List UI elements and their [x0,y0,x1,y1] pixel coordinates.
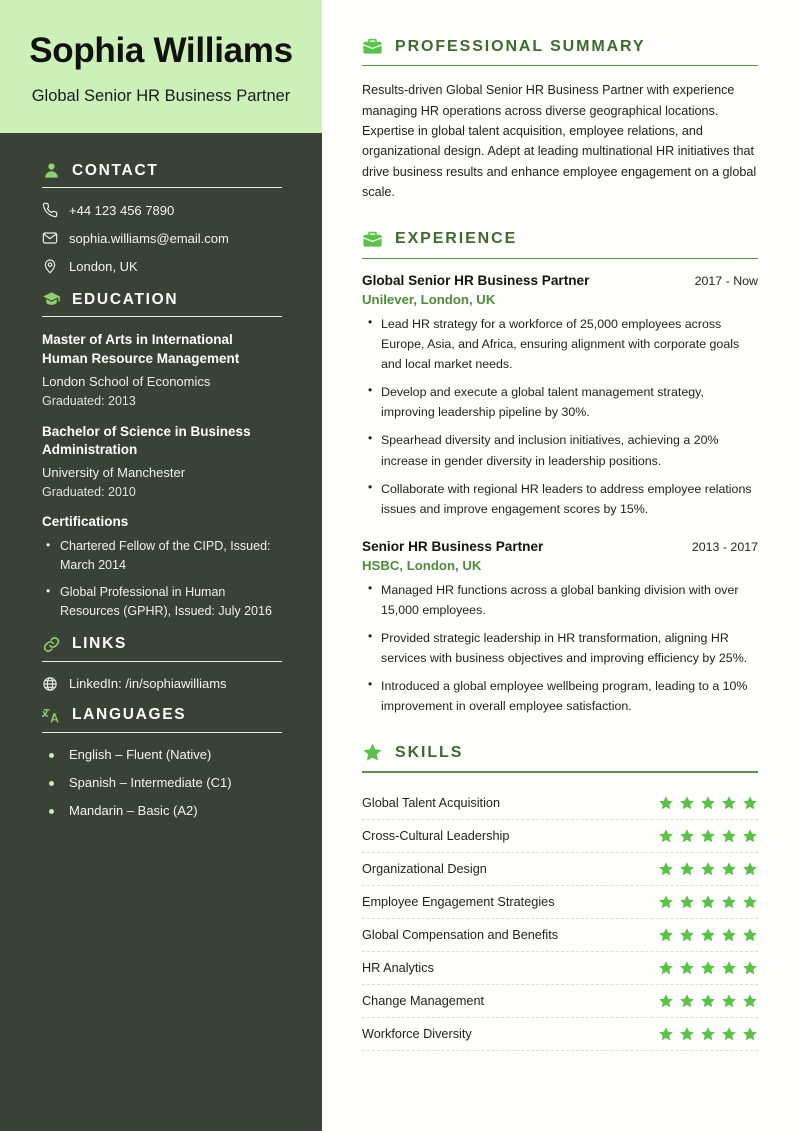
star-filled-icon [721,993,737,1009]
skills-divider [362,771,758,772]
star-filled-icon [679,927,695,943]
contact-phone-row [42,202,282,218]
candidate-name: Sophia Williams [29,31,293,70]
skill-name: Global Compensation and Benefits [362,927,559,942]
skill-name: Organizational Design [362,861,487,876]
star-filled-icon [679,960,695,976]
briefcase-icon [362,36,383,57]
job-bullets-list [362,580,758,717]
location-pin-icon [42,258,58,274]
star-filled-icon [700,960,716,976]
link-linkedin-row[interactable] [42,676,282,692]
experience-job [362,273,758,519]
translate-icon [42,706,61,725]
star-filled-icon [658,861,674,877]
job-bullet: • Managed HR functions across a global banking division with over 15,000 employees. [362,580,758,620]
star-filled-icon [742,795,758,811]
star-filled-icon [700,894,716,910]
skill-rating-stars [658,894,758,910]
sidebar-body [0,133,322,1131]
skill-rating-stars [658,828,758,844]
star-filled-icon [742,861,758,877]
job-bullet: • Spearhead diversity and inclusion initiatives, achieving a 20% increase in gender diversity in leadership positions. [362,430,758,470]
star-filled-icon [700,1026,716,1042]
person-icon [42,161,61,180]
languages-section [42,706,282,818]
job-dates: 2013 - 2017 [691,539,758,554]
certification-item: • Global Professional in Human Resources (GPHR), Issued: July 2016 [42,583,282,621]
certification-item: • Chartered Fellow of the CIPD, Issued: March 2014 [42,537,282,575]
star-filled-icon [658,1026,674,1042]
skill-rating-stars [658,861,758,877]
skill-row [362,952,758,985]
contact-section [42,161,282,274]
education-section [42,290,282,621]
experience-section [362,229,758,717]
star-filled-icon [679,828,695,844]
education-item [42,331,282,407]
education-item [42,423,282,499]
contact-location-row [42,258,282,274]
skills-section-title: SKILLS [395,743,464,761]
contact-section-header [42,161,282,180]
star-filled-icon [721,795,737,811]
skills-section [362,742,758,1050]
star-filled-icon [742,1026,758,1042]
skill-row [362,886,758,919]
education-divider [42,316,282,317]
skill-row [362,919,758,952]
star-filled-icon [721,861,737,877]
job-bullets-list [362,314,758,519]
star-filled-icon [721,927,737,943]
star-filled-icon [679,1026,695,1042]
star-filled-icon [658,828,674,844]
education-section-title: EDUCATION [72,290,179,308]
job-bullet: • Introduced a global employee wellbeing program, leading to a 10% improvement in overall employee satisfaction. [362,676,758,716]
job-company: Unilever, London, UK [362,291,496,307]
star-filled-icon [679,861,695,877]
star-filled-icon [700,828,716,844]
job-bullet: • Collaborate with regional HR leaders to address employee relations issues and improve engagement scores by 15%. [362,479,758,519]
star-filled-icon [721,894,737,910]
skill-row [362,1018,758,1051]
skill-row [362,820,758,853]
summary-section-header [362,36,758,57]
star-filled-icon [742,927,758,943]
links-section [42,635,282,692]
skill-name: Change Management [362,993,485,1008]
job-company: HSBC, London, UK [362,557,482,573]
professional-summary-section [362,36,758,203]
skills-section-header [362,742,758,763]
star-filled-icon [721,828,737,844]
contact-email-text: sophia.williams@email.com [69,230,229,246]
star-filled-icon [742,894,758,910]
skill-name: Cross-Cultural Leadership [362,828,510,843]
education-school: University of Manchester [42,464,186,480]
skill-row [362,985,758,1018]
star-filled-icon [742,993,758,1009]
skill-rating-stars [658,1026,758,1042]
job-header-line [362,539,758,554]
star-filled-icon [700,861,716,877]
name-header-block [0,0,322,133]
skill-name: Employee Engagement Strategies [362,894,555,909]
link-linkedin-text: LinkedIn: /in/sophiawilliams [69,676,227,692]
languages-section-header [42,706,282,725]
star-filled-icon [658,795,674,811]
skill-rating-stars [658,927,758,943]
language-item: Spanish – Intermediate (C1) [46,775,282,790]
job-bullet: • Provided strategic leadership in HR transformation, aligning HR services with business objectives and improving efficiency by 25%. [362,628,758,668]
education-year: Graduated: 2013 [42,393,136,408]
envelope-icon [42,230,58,246]
briefcase-icon [362,229,383,250]
star-filled-icon [658,927,674,943]
language-item: English – Fluent (Native) [46,747,282,762]
education-school: London School of Economics [42,373,211,389]
summary-section-title: PROFESSIONAL SUMMARY [395,37,646,55]
job-role: Senior HR Business Partner [362,538,544,554]
certifications-title: Certifications [42,513,129,529]
skill-row [362,853,758,886]
star-filled-icon [679,894,695,910]
experience-divider [362,258,758,259]
phone-icon [42,202,58,218]
education-degree: Bachelor of Science in Business Administration [42,423,251,458]
candidate-job-title: Global Senior HR Business Partner [31,87,291,106]
star-filled-icon [721,960,737,976]
education-section-header [42,290,282,309]
experience-job [362,539,758,717]
certifications-list [42,537,282,621]
star-filled-icon [700,795,716,811]
links-section-title: LINKS [72,635,127,653]
skill-rating-stars [658,795,758,811]
contact-divider [42,187,282,188]
languages-section-title: LANGUAGES [72,706,187,724]
language-item: Mandarin – Basic (A2) [46,803,282,818]
link-chain-icon [42,635,61,654]
summary-divider [362,65,758,66]
education-degree: Master of Arts in International Human Resource Management [42,332,240,367]
sidebar [0,0,322,1131]
skill-row [362,787,758,820]
job-header-line [362,273,758,288]
job-bullet: • Lead HR strategy for a workforce of 25,000 employees across Europe, Asia, and Africa, ensuring alignment with corporate goals and local market needs. [362,314,758,374]
contact-email-row [42,230,282,246]
skill-name: Global Talent Acquisition [362,795,501,810]
job-role: Global Senior HR Business Partner [362,272,590,288]
star-filled-icon [658,894,674,910]
star-filled-icon [721,1026,737,1042]
main-column [322,0,800,1131]
skill-rating-stars [658,993,758,1009]
education-year: Graduated: 2010 [42,484,136,499]
star-filled-icon [700,927,716,943]
skill-name: Workforce Diversity [362,1026,472,1041]
links-section-header [42,635,282,654]
languages-list [42,747,282,818]
star-filled-icon [742,960,758,976]
languages-divider [42,732,282,733]
job-dates: 2017 - Now [694,273,758,288]
graduation-cap-icon [42,290,61,309]
contact-phone-text: +44 123 456 7890 [69,202,175,218]
star-filled-icon [679,993,695,1009]
star-filled-icon [742,828,758,844]
summary-text: Results-driven Global Senior HR Business Partner with experience managing HR operations across diverse geographical locations. Expertise in global talent acquisition, employee relations, and organizational design. Adept at leading multinational HR initiatives that drive business results and enhance employee engagement on a global scale. [362,83,757,200]
star-filled-icon [658,993,674,1009]
skill-rating-stars [658,960,758,976]
skill-name: HR Analytics [362,960,434,975]
star-filled-icon [658,960,674,976]
experience-section-title: EXPERIENCE [395,230,518,248]
star-filled-icon [700,993,716,1009]
job-bullet: • Develop and execute a global talent management strategy, improving leadership pipeline by 30%. [362,382,758,422]
experience-section-header [362,229,758,250]
globe-icon [42,676,58,692]
contact-location-text: London, UK [69,258,138,274]
star-icon [362,742,383,763]
contact-section-title: CONTACT [72,161,159,179]
links-divider [42,661,282,662]
star-filled-icon [679,795,695,811]
